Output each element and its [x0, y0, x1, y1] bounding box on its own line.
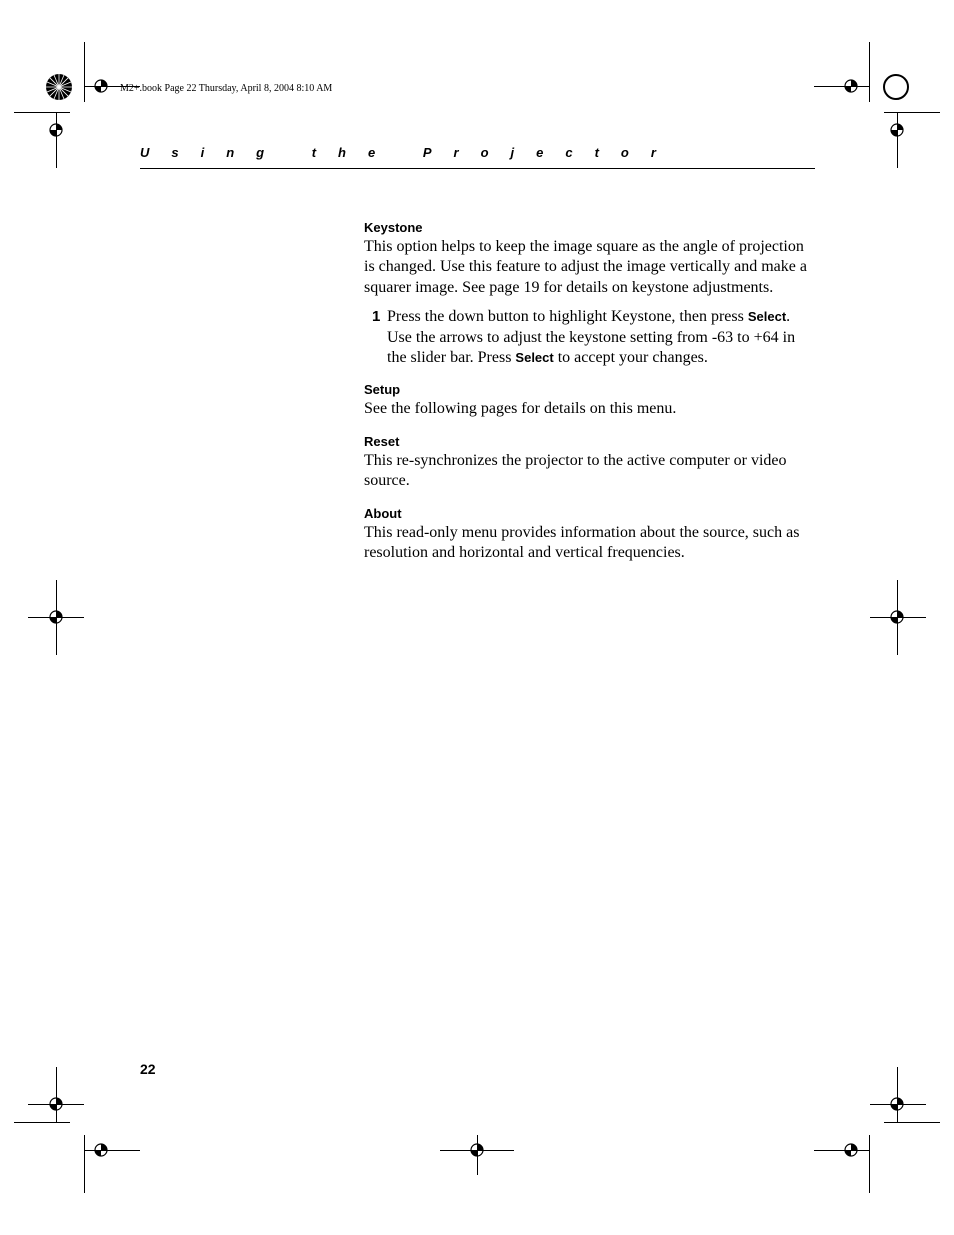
circle-register-mark — [883, 74, 909, 100]
crop-mark — [884, 112, 940, 113]
registration-target-icon — [48, 1096, 64, 1112]
crop-mark — [897, 112, 898, 168]
reset-section — [364, 433, 816, 492]
section-body: This option helps to keep the image square as the angle of projection is changed. Use this feature to adjust the image vertically and make a squarer image. See page 19 for details on keystone adjustments. — [364, 238, 807, 296]
crop-mark — [56, 112, 57, 168]
registration-target-icon — [843, 1142, 859, 1158]
select-button-label: Select — [515, 350, 554, 366]
crop-mark — [814, 86, 870, 87]
section-body: See the following pages for details on this menu. — [364, 400, 677, 418]
setup-section — [364, 381, 816, 419]
crop-mark — [84, 1135, 85, 1193]
crop-mark — [814, 1150, 870, 1151]
section-heading: About — [364, 505, 402, 521]
crop-mark — [884, 1122, 940, 1123]
crop-mark — [897, 1067, 898, 1123]
registration-target-icon — [93, 1142, 109, 1158]
crop-mark — [84, 42, 85, 102]
registration-target-icon — [843, 78, 859, 94]
section-body: This re-synchronizes the projector to the active computer or video source. — [364, 451, 787, 490]
registration-target-icon — [48, 122, 64, 138]
keystone-section — [364, 219, 816, 368]
running-head: Using the Projector — [140, 145, 678, 160]
crop-mark — [869, 42, 870, 102]
step-number: 1 — [372, 308, 381, 326]
registration-target-icon — [889, 122, 905, 138]
starburst-register-mark — [45, 73, 73, 101]
crop-mark — [14, 112, 70, 113]
step-text: Press the down button to highlight Keystone, then press — [387, 308, 748, 326]
crop-mark — [56, 1067, 57, 1123]
registration-target-icon — [469, 1142, 485, 1158]
registration-target-icon — [889, 609, 905, 625]
crop-mark — [869, 1135, 870, 1193]
step-text: . Use the arrows to adjust the keystone setting from -63 to +64 in the slider bar. Press — [387, 308, 796, 367]
registration-target-icon — [93, 78, 109, 94]
step-item — [364, 307, 816, 368]
page-content — [364, 219, 816, 563]
crop-mark — [14, 1122, 70, 1123]
step-text: to accept your changes. — [553, 349, 708, 367]
section-heading: Keystone — [364, 220, 423, 235]
print-slug: M2+.book Page 22 Thursday, April 8, 2004 8:10 AM — [120, 83, 333, 94]
section-heading: Reset — [364, 433, 400, 449]
header-rule — [140, 168, 815, 169]
section-heading: Setup — [364, 382, 401, 398]
select-button-label: Select — [747, 309, 787, 325]
page-number: 22 — [140, 1061, 156, 1077]
about-section — [364, 505, 816, 564]
registration-target-icon — [48, 609, 64, 625]
section-body: This read-only menu provides information about the source, such as resolution and horizontal and vertical frequencies. — [364, 523, 800, 562]
registration-target-icon — [889, 1096, 905, 1112]
